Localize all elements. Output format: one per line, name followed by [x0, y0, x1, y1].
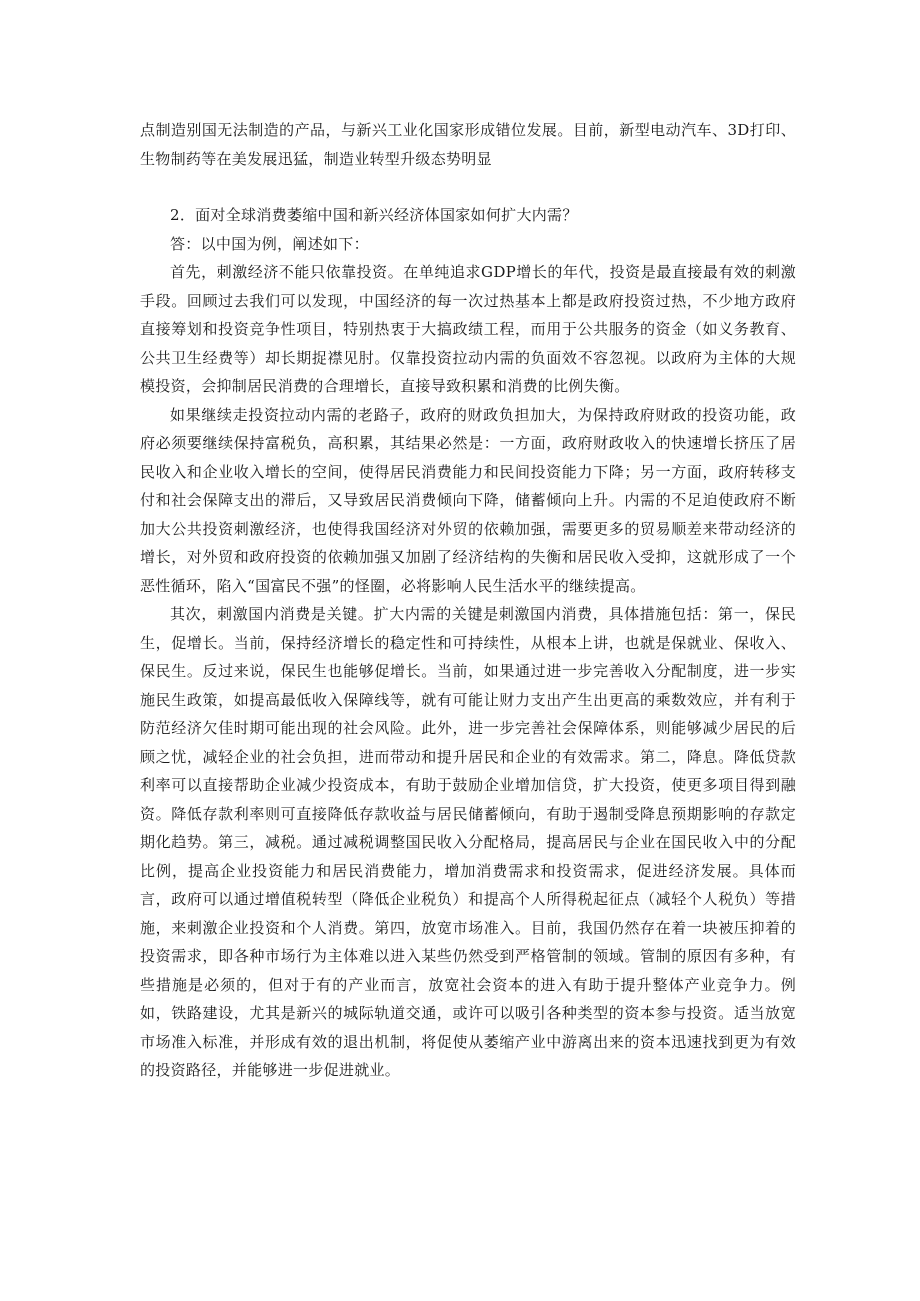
body-paragraph: 其次，刺激国内消费是关键。扩大内需的关键是刺激国内消费，具体措施包括：第一，保民生，促增长。当前，保持经济增长的稳定性和可持续性，从根本上讲，也就是保就业、保收入、保民生。反过来说，保民生也能够促增长。当前，如果通过进一步完善收入分配制度，进一步实施民生政策，如提高最低收入保障线等，就有可能让财力支出产生出更高的乘数效应，并有利于防范经济欠佳时期可能出现的社会风险。此外，进一步完善社会保障体系，则能够减少居民的后顾之忧，减轻企业的社会负担，进而带动和提升居民和企业的有效需求。第二，降息。降低贷款利率可以直接帮助企业减少投资成本，有助于鼓励企业增加信贷，扩大投资，使更多项目得到融资。降低存款利率则可直接降低存款收益与居民储蓄倾向，有助于遏制受降息预期影响的存款定期化趋势。第三，减税。通过减税调整国民收入分配格局，提高居民与企业在国民收入中的分配比例，提高企业投资能力和居民消费能力，增加消费需求和投资需求，促进经济发展。具体而言，政府可以通过增值税转型（降低企业税负）和提高个人所得税起征点（减轻个人税负）等措施，来刺激企业投资和个人消费。第四，放宽市场准入。目前，我国仍然存在着一块被压抑着的投资需求，即各种市场行为主体难以进入某些仍然受到严格管制的领域。管制的原因有多种，有些措施是必须的，但对于有的产业而言，放宽社会资本的进入有助于提升整体产业竞争力。例如，铁路建设，尤其是新兴的城际轨道交通，或许可以吸引各种类型的资本参与投资。适当放宽市场准入标准，并形成有效的退出机制，将促使从萎缩产业中游离出来的资本迅速找到更为有效的投资路径，并能够进一步促进就业。 [140, 605, 796, 1079]
body-paragraph: 首先，刺激经济不能只依靠投资。在单纯追求GDP增长的年代，投资是最直接最有效的刺激手段。回顾过去我们可以发现，中国经济的每一次过热基本上都是政府投资过热，不少地方政府直接筹划和投资竞争性项目，特别热衷于大搞政绩工程，而用于公共服务的资金（如义务教育、公共卫生经费等）却长期捉襟见肘。仅靠投资拉动内需的负面效不容忽视。以政府为主体的大规模投资，会抑制居民消费的合理增长，直接导致积累和消费的比例失衡。 [140, 263, 796, 395]
answer-intro: 答：以中国为例，阐述如下： [170, 234, 369, 253]
continuation-paragraph: 点制造别国无法制造的产品，与新兴工业化国家形成错位发展。目前，新型电动汽车、3D打印、生物制药等在美发展迅猛，制造业转型升级态势明显 [140, 121, 796, 168]
body-paragraph: 如果继续走投资拉动内需的老路子，政府的财政负担加大，为保持政府财政的投资功能，政府必须要继续保持富税负，高积累，其结果必然是：一方面，政府财政收入的快速增长挤压了居民收入和企业收入增长的空间，使得居民消费能力和民间投资能力下降；另一方面，政府转移支付和社会保障支出的滞后，又导致居民消费倾向下降，储蓄倾向上升。内需的不足迫使政府不断加大公共投资刺激经济，也使得我国经济对外贸的依赖加强，需要更多的贸易顺差来带动经济的增长，对外贸和政府投资的依赖加强又加剧了经济结构的失衡和居民收入受抑，这就形成了一个恶性循环，陷入“国富民不强”的怪圈，必将影响人民生活水平的继续提高。 [140, 405, 796, 595]
document-page [140, 116, 796, 1085]
question-heading: 2．面对全球消费萎缩中国和新兴经济体国家如何扩大内需？ [170, 206, 578, 224]
